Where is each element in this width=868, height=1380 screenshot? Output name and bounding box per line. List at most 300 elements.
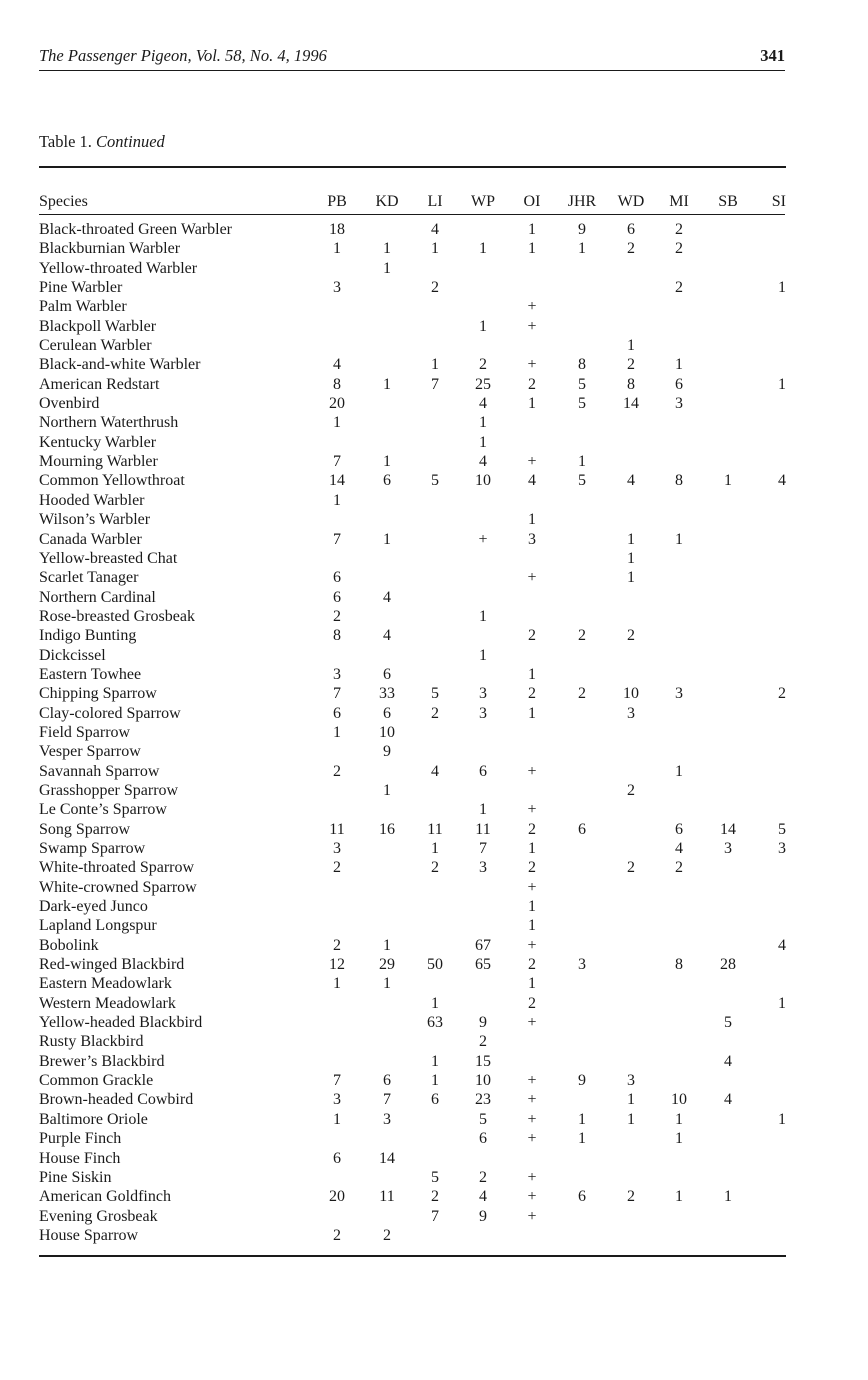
count-cell xyxy=(459,878,507,897)
table-row xyxy=(39,239,786,258)
count-cell xyxy=(507,723,557,742)
count-cell xyxy=(703,607,753,626)
count-cell: 1 xyxy=(431,1052,439,1070)
count-cell xyxy=(557,974,607,993)
count-cell: 2 xyxy=(333,607,341,625)
count-cell xyxy=(363,878,411,897)
count-cell xyxy=(311,317,363,336)
count-cell xyxy=(753,452,786,471)
count-cell: 4 xyxy=(528,472,536,490)
count-cell xyxy=(753,214,786,239)
count-cell xyxy=(507,1032,557,1051)
count-cell: 8 xyxy=(675,472,683,490)
count-cell: 25 xyxy=(475,375,491,393)
count-cell xyxy=(363,839,411,858)
count-cell xyxy=(607,433,655,452)
species-name: Grasshopper Sparrow xyxy=(39,781,179,799)
count-cell xyxy=(507,1149,557,1168)
count-cell xyxy=(411,723,459,742)
table-row xyxy=(39,297,786,316)
count-cell: 20 xyxy=(329,395,345,413)
count-cell xyxy=(655,317,703,336)
count-cell: 8 xyxy=(627,375,635,393)
count-cell xyxy=(557,433,607,452)
count-cell: 3 xyxy=(675,685,683,703)
count-cell: 4 xyxy=(479,453,487,471)
count-cell: 14 xyxy=(329,472,345,490)
table-row xyxy=(39,684,786,703)
count-cell xyxy=(753,723,786,742)
table-row xyxy=(39,607,786,626)
count-cell: 1 xyxy=(528,511,536,529)
species-name: Ovenbird xyxy=(39,395,100,413)
count-cell: 1 xyxy=(627,1110,635,1128)
count-cell: 1 xyxy=(479,433,487,451)
count-cell xyxy=(607,762,655,781)
count-cell: 9 xyxy=(578,1072,586,1090)
count-cell xyxy=(655,974,703,993)
running-header xyxy=(39,44,785,71)
count-cell xyxy=(411,916,459,935)
count-cell xyxy=(557,317,607,336)
table-row xyxy=(39,375,786,394)
count-cell: + xyxy=(527,878,537,896)
count-cell xyxy=(311,897,363,916)
count-cell xyxy=(607,897,655,916)
count-cell xyxy=(411,568,459,587)
count-cell xyxy=(753,800,786,819)
count-cell: 5 xyxy=(479,1110,487,1128)
count-cell: 4 xyxy=(431,762,439,780)
count-cell xyxy=(655,665,703,684)
count-cell: 5 xyxy=(431,472,439,490)
count-cell: 1 xyxy=(528,221,536,238)
count-cell: 2 xyxy=(431,859,439,877)
species-name: Wilson’s Warbler xyxy=(39,511,151,529)
count-cell xyxy=(655,916,703,935)
count-cell xyxy=(703,1168,753,1187)
count-cell xyxy=(411,491,459,510)
count-cell: 1 xyxy=(675,530,683,548)
count-cell: + xyxy=(527,317,537,335)
count-cell xyxy=(411,530,459,549)
count-cell: 1 xyxy=(528,840,536,857)
species-name: Kentucky Warbler xyxy=(39,433,157,451)
count-cell xyxy=(557,1090,607,1109)
count-cell: 1 xyxy=(431,1072,439,1090)
table-row xyxy=(39,858,786,877)
count-cell: 1 xyxy=(479,801,487,819)
count-cell: 1 xyxy=(675,1110,683,1128)
count-cell xyxy=(753,781,786,800)
count-cell xyxy=(363,1168,411,1187)
count-cell xyxy=(411,588,459,607)
count-cell xyxy=(753,259,786,278)
count-cell xyxy=(703,684,753,703)
count-cell xyxy=(607,1129,655,1148)
count-cell: 7 xyxy=(333,1072,341,1090)
column-header-li: LI xyxy=(427,193,443,210)
count-cell xyxy=(607,317,655,336)
count-cell xyxy=(607,994,655,1013)
column-header-mi: MI xyxy=(669,193,689,210)
count-cell xyxy=(655,800,703,819)
count-cell xyxy=(459,916,507,935)
table-row xyxy=(39,704,786,723)
count-cell xyxy=(703,742,753,761)
count-cell xyxy=(459,1149,507,1168)
count-cell: 7 xyxy=(431,375,439,393)
count-cell: 2 xyxy=(333,859,341,877)
count-cell xyxy=(753,530,786,549)
count-cell xyxy=(607,878,655,897)
column-header-kd: KD xyxy=(375,193,399,210)
count-cell: 9 xyxy=(383,743,391,761)
count-cell xyxy=(557,259,607,278)
count-cell xyxy=(507,433,557,452)
count-cell: 1 xyxy=(333,1110,341,1128)
count-cell: 1 xyxy=(675,356,683,374)
count-cell xyxy=(411,897,459,916)
count-cell: 1 xyxy=(578,453,586,471)
count-cell: + xyxy=(527,1110,537,1128)
count-cell xyxy=(311,336,363,355)
table-row xyxy=(39,665,786,684)
count-cell: 50 xyxy=(427,956,443,974)
count-cell xyxy=(557,607,607,626)
count-cell xyxy=(311,433,363,452)
count-cell: 2 xyxy=(627,356,635,374)
count-cell: 6 xyxy=(675,375,683,393)
count-cell xyxy=(507,1226,557,1245)
count-cell xyxy=(363,1052,411,1071)
count-cell xyxy=(459,259,507,278)
count-cell: 3 xyxy=(479,685,487,703)
count-cell xyxy=(363,297,411,316)
count-cell xyxy=(459,994,507,1013)
count-cell xyxy=(703,1110,753,1129)
species-name: Common Yellowthroat xyxy=(39,472,185,490)
table-row xyxy=(39,1207,786,1226)
count-cell xyxy=(655,936,703,955)
count-cell: 2 xyxy=(528,375,536,393)
count-cell xyxy=(459,510,507,529)
count-cell: 1 xyxy=(383,453,391,471)
count-cell: 1 xyxy=(383,375,391,393)
count-cell xyxy=(557,1168,607,1187)
count-cell xyxy=(507,588,557,607)
count-cell: 6 xyxy=(675,820,683,838)
count-cell: 1 xyxy=(383,936,391,954)
count-cell: 67 xyxy=(475,936,491,954)
count-cell xyxy=(507,278,557,297)
count-cell: 6 xyxy=(383,704,391,722)
count-cell xyxy=(363,607,411,626)
count-cell: 2 xyxy=(578,685,586,703)
count-cell: 11 xyxy=(475,820,491,838)
count-cell xyxy=(311,916,363,935)
count-cell: + xyxy=(527,936,537,954)
count-cell xyxy=(655,491,703,510)
count-cell: 1 xyxy=(479,607,487,625)
count-cell: + xyxy=(527,298,537,316)
count-cell xyxy=(411,646,459,665)
species-name: Pine Siskin xyxy=(39,1168,112,1186)
count-cell: 3 xyxy=(627,1072,635,1090)
table-row xyxy=(39,1090,786,1109)
species-name: Baltimore Oriole xyxy=(39,1110,148,1128)
count-cell: + xyxy=(527,1072,537,1090)
count-cell: 1 xyxy=(675,1188,683,1206)
count-cell xyxy=(363,510,411,529)
count-cell: 10 xyxy=(475,472,491,490)
count-cell: 1 xyxy=(627,1091,635,1109)
count-cell xyxy=(753,878,786,897)
count-cell xyxy=(557,413,607,432)
count-cell xyxy=(311,549,363,568)
count-cell xyxy=(703,452,753,471)
count-cell xyxy=(363,549,411,568)
count-cell: 1 xyxy=(383,259,391,277)
species-name: Rusty Blackbird xyxy=(39,1033,144,1051)
count-cell xyxy=(363,994,411,1013)
caption-continued: Continued xyxy=(96,132,165,151)
count-cell: 65 xyxy=(475,956,491,974)
count-cell xyxy=(507,413,557,432)
count-cell xyxy=(753,1207,786,1226)
count-cell xyxy=(557,1013,607,1032)
count-cell xyxy=(703,800,753,819)
species-name: House Sparrow xyxy=(39,1226,139,1244)
count-cell xyxy=(655,1032,703,1051)
count-cell: 6 xyxy=(431,1091,439,1109)
count-cell xyxy=(363,278,411,297)
count-cell xyxy=(655,588,703,607)
count-cell xyxy=(411,1129,459,1148)
table-row xyxy=(39,214,786,239)
count-cell xyxy=(557,665,607,684)
table-row xyxy=(39,471,786,490)
count-cell xyxy=(459,665,507,684)
table-row xyxy=(39,1168,786,1187)
count-cell xyxy=(753,413,786,432)
count-cell xyxy=(753,297,786,316)
count-cell xyxy=(655,742,703,761)
count-cell: 7 xyxy=(383,1091,391,1109)
count-cell xyxy=(411,297,459,316)
count-cell xyxy=(363,1129,411,1148)
count-cell xyxy=(753,588,786,607)
count-cell xyxy=(557,278,607,297)
count-cell xyxy=(753,897,786,916)
count-cell: 8 xyxy=(578,356,586,374)
count-cell: 6 xyxy=(383,665,391,683)
count-cell: 1 xyxy=(383,530,391,548)
count-cell: 2 xyxy=(333,936,341,954)
count-cell xyxy=(655,549,703,568)
count-cell xyxy=(607,278,655,297)
table-row xyxy=(39,974,786,993)
count-cell: 1 xyxy=(528,898,536,916)
count-cell xyxy=(655,413,703,432)
count-cell xyxy=(753,742,786,761)
count-cell xyxy=(753,510,786,529)
table-row xyxy=(39,491,786,510)
count-cell xyxy=(607,491,655,510)
count-cell: 1 xyxy=(578,240,586,258)
journal-citation: The Passenger Pigeon, Vol. 58, No. 4, 1996 xyxy=(39,46,327,65)
count-cell xyxy=(363,355,411,374)
species-name: Evening Grosbeak xyxy=(39,1207,158,1225)
table-row xyxy=(39,820,786,839)
column-header-oi: OI xyxy=(523,193,541,210)
count-cell: 1 xyxy=(333,975,341,993)
count-cell xyxy=(703,781,753,800)
count-cell xyxy=(411,413,459,432)
count-cell xyxy=(655,452,703,471)
count-cell xyxy=(411,1032,459,1051)
count-cell xyxy=(311,1207,363,1226)
species-name: Swamp Sparrow xyxy=(39,840,146,857)
count-cell xyxy=(363,762,411,781)
count-cell xyxy=(459,549,507,568)
count-cell: 20 xyxy=(329,1188,345,1206)
count-cell: 5 xyxy=(578,472,586,490)
count-cell: + xyxy=(527,569,537,587)
count-cell xyxy=(655,704,703,723)
species-name: White-crowned Sparrow xyxy=(39,878,197,896)
count-cell xyxy=(703,491,753,510)
species-name: Northern Cardinal xyxy=(39,588,156,606)
count-cell xyxy=(459,974,507,993)
species-name: House Finch xyxy=(39,1149,121,1167)
count-cell: 4 xyxy=(778,472,786,490)
count-cell xyxy=(703,878,753,897)
table-row xyxy=(39,1187,786,1206)
count-cell: 2 xyxy=(528,994,536,1012)
count-cell xyxy=(753,549,786,568)
count-cell xyxy=(655,336,703,355)
count-cell xyxy=(753,1032,786,1051)
count-cell: + xyxy=(527,1168,537,1186)
count-cell xyxy=(703,297,753,316)
count-cell: 10 xyxy=(379,723,395,741)
count-cell xyxy=(557,336,607,355)
count-cell xyxy=(753,646,786,665)
count-cell xyxy=(411,336,459,355)
species-name: Cerulean Warbler xyxy=(39,337,152,355)
table-row xyxy=(39,839,786,858)
count-cell xyxy=(411,742,459,761)
count-cell xyxy=(703,646,753,665)
count-cell xyxy=(411,259,459,278)
table-row xyxy=(39,278,786,297)
count-cell xyxy=(703,665,753,684)
table-row xyxy=(39,549,786,568)
count-cell: 1 xyxy=(528,917,536,935)
count-cell xyxy=(753,665,786,684)
count-cell: 2 xyxy=(627,240,635,258)
count-cell xyxy=(753,858,786,877)
count-cell xyxy=(607,297,655,316)
count-cell: 1 xyxy=(578,1110,586,1128)
count-cell: 1 xyxy=(724,1188,732,1206)
count-cell: 2 xyxy=(431,1188,439,1206)
column-header-jhr: JHR xyxy=(567,193,597,210)
count-cell: 9 xyxy=(479,1207,487,1225)
count-cell xyxy=(459,1226,507,1245)
count-cell: 10 xyxy=(623,685,639,703)
species-name: Black-throated Green Warbler xyxy=(39,221,232,238)
count-cell: 1 xyxy=(528,395,536,413)
count-cell xyxy=(363,568,411,587)
count-cell: 1 xyxy=(627,337,635,355)
count-cell xyxy=(459,626,507,645)
count-cell xyxy=(703,1207,753,1226)
count-cell xyxy=(507,336,557,355)
count-cell xyxy=(507,781,557,800)
species-name: Savannah Sparrow xyxy=(39,762,160,780)
count-cell xyxy=(607,1052,655,1071)
table-row xyxy=(39,1226,786,1245)
count-cell xyxy=(655,994,703,1013)
species-name: Palm Warbler xyxy=(39,298,127,316)
count-cell xyxy=(363,394,411,413)
count-cell: 3 xyxy=(333,665,341,683)
count-cell xyxy=(363,1207,411,1226)
count-cell xyxy=(411,433,459,452)
count-cell: 5 xyxy=(578,395,586,413)
count-cell xyxy=(655,897,703,916)
count-cell xyxy=(607,510,655,529)
count-cell xyxy=(655,433,703,452)
table-header-row xyxy=(39,190,786,214)
count-cell: 7 xyxy=(333,685,341,703)
count-cell xyxy=(655,607,703,626)
species-name: Song Sparrow xyxy=(39,820,131,838)
table-row xyxy=(39,994,786,1013)
count-cell xyxy=(703,549,753,568)
count-cell: 1 xyxy=(627,569,635,587)
count-cell: 2 xyxy=(578,627,586,645)
count-cell xyxy=(363,646,411,665)
species-name: Northern Waterthrush xyxy=(39,414,179,432)
count-cell xyxy=(459,214,507,239)
count-cell xyxy=(411,626,459,645)
table-row xyxy=(39,394,786,413)
count-cell xyxy=(703,413,753,432)
count-cell: 5 xyxy=(431,685,439,703)
count-cell: 1 xyxy=(333,414,341,432)
count-cell xyxy=(507,646,557,665)
count-cell: 6 xyxy=(627,221,635,238)
count-cell xyxy=(311,781,363,800)
species-name: Le Conte’s Sparrow xyxy=(39,801,167,819)
count-cell: 14 xyxy=(720,820,736,838)
count-cell xyxy=(703,994,753,1013)
count-cell xyxy=(411,1149,459,1168)
column-header-wp: WP xyxy=(471,193,495,210)
count-cell xyxy=(753,607,786,626)
count-cell: 4 xyxy=(627,472,635,490)
count-cell xyxy=(703,858,753,877)
count-cell xyxy=(703,936,753,955)
count-cell xyxy=(363,1032,411,1051)
table-top-rule xyxy=(39,166,786,168)
count-cell: 3 xyxy=(479,859,487,877)
count-cell xyxy=(753,1129,786,1148)
count-cell xyxy=(655,1149,703,1168)
